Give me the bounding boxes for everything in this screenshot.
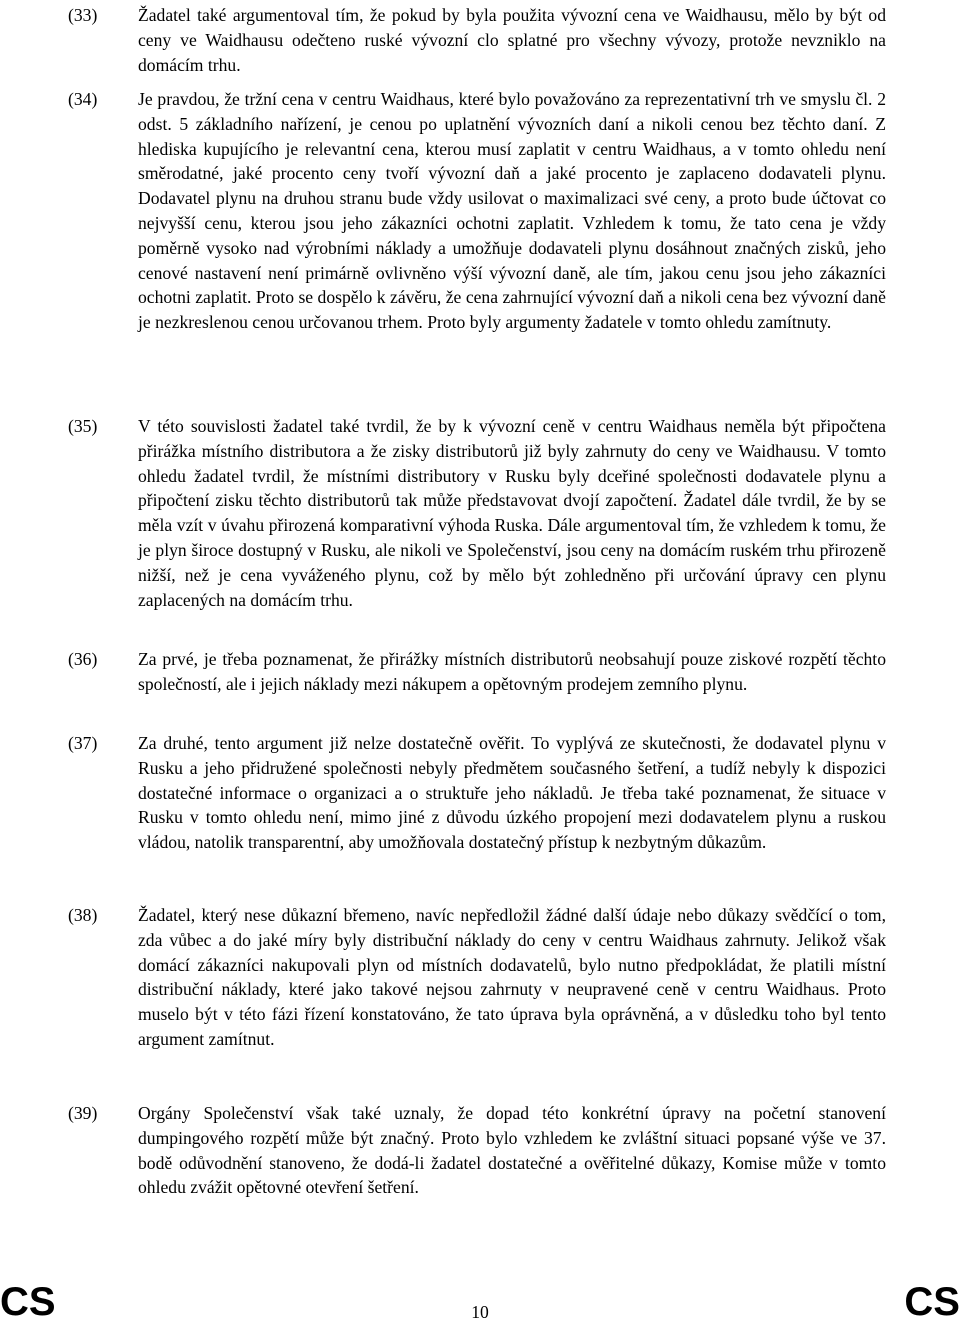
paragraph-text: Žadatel také argumentoval tím, že pokud by byla použita vývozní cena ve Waidhausu, mělo by být od ceny ve Waidhausu odečteno ruské vývozní clo splatné pro všechny vývozy, protože nevzniklo na domácím trhu.	[138, 5, 886, 75]
footer-language-code-left: CS	[0, 1280, 56, 1324]
paragraph-number: (34)	[68, 89, 98, 109]
paragraph-number: (33)	[68, 5, 98, 25]
paragraph-text: Orgány Společenství však také uznaly, že dopad této konkrétní úpravy na početní stanovení dumpingového rozpětí může být značný. Proto bylo vzhledem ke zvláštní situaci popsané výše ve 37. bodě odůvodnění stanoveno, že dodá-li žadatel dostatečné a ověřitelné důkazy, Komise může v tomto ohledu zvážit opětovné otevření šetření.	[138, 1103, 886, 1198]
paragraph-number: (35)	[68, 416, 98, 436]
paragraph-text: Za prvé, je třeba poznamenat, že přirážky místních distributorů neobsahují pouze ziskové rozpětí těchto společností, ale i jejich náklady mezi nákupem a opětovným prodejem zemního plynu.	[138, 649, 886, 694]
paragraph-number: (39)	[68, 1103, 98, 1123]
paragraph-text: Za druhé, tento argument již nelze dostatečně ověřit. To vyplývá ze skutečnosti, že dodavatel plynu v Rusku a jeho přidružené společnosti nebyly předmětem současného šetření, a tudíž nebyly k dispozici dostatečné informace o organizaci a o struktuře jeho nákladů. Je třeba také poznamenat, že situace v Rusku v tomto ohledu není, mimo jiné z důvodu úzkého propojení mezi dodavatelem plynu a ruskou vládou, natolik transparentní, aby umožňovala dostatečný přístup k nezbytným důkazům.	[138, 733, 886, 853]
paragraph-number: (37)	[68, 733, 98, 753]
paragraph-number: (36)	[68, 649, 98, 669]
page-number: 10	[471, 1302, 489, 1322]
paragraph-text: V této souvislosti žadatel také tvrdil, že by k vývozní ceně v centru Waidhaus neměla být připočtena přirážka místního distributora a že zisky distributorů již byly zahrnuty do ceny ve Waidhausu. V tomto ohledu žadatel tvrdil, že místními distributory v Rusku byly dceřiné společnosti dodavatele plynu a připočtení zisku těchto distributorů tak může představovat dvojí započtení. Žadatel dále tvrdil, že by se měla vzít v úvahu přirozená komparativní výhoda Ruska. Dále argumentoval tím, že vzhledem k tomu, že je plyn široce dostupný v Rusku, ale nikoli ve Společenství, jsou ceny na domácím ruském trhu přirozeně nižší, než je cena vyváženého plynu, což by mělo být zohledněno při určování úpravy cen plynu zaplacených na domácím trhu.	[138, 416, 886, 610]
paragraph-number: (38)	[68, 905, 98, 925]
footer-language-code-right: CS	[904, 1280, 960, 1324]
paragraph-text: Je pravdou, že tržní cena v centru Waidhaus, které bylo považováno za reprezentativní trh ve smyslu čl. 2 odst. 5 základního nařízení, je cenou po uplatnění vývozních daní a nikoli cenou bez těchto daní. Z hlediska kupujícího je relevantní cena, kterou musí zaplatit v centru Waidhaus, a v tomto ohledu není směrodatné, jaké procento ceny tvoří vývozní daň a jaké procento je zaplaceno dodavateli plynu. Dodavatel plynu na druhou stranu bude vždy usilovat o maximalizaci své ceny, a proto bude účtovat co nejvyšší cenu, kterou jsou jeho zákazníci ochotni zaplatit. Vzhledem k tomu, že tato cena je vždy poměrně vysoko nad výrobními náklady a umožňuje dodavateli plynu dosáhnout značných zisků, jeho cenové nastavení není primárně ovlivněno výší vývozní daně, ale tím, jakou cenu jsou jeho zákazníci ochotni zaplatit. Proto se dospělo k závěru, že cena zahrnující vývozní daň a nikoli cena bez vývozní daně je nezkreslenou cenou určovanou trhem. Proto byly argumenty žadatele v tomto ohledu zamítnuty.	[138, 89, 886, 333]
paragraph-text: Žadatel, který nese důkazní břemeno, navíc nepředložil žádné další údaje nebo důkazy svědčící o tom, zda vůbec a do jaké míry byly distribuční náklady do ceny v centru Waidhaus zahrnuty. Jelikož však domácí zákazníci nakupovali plyn od místních dodavatelů, bylo nutno předpokládat, že platili místní distribuční náklady, které jako takové nejsou zahrnuty v neupravené ceně v centru Waidhaus. Proto muselo být v této fázi řízení konstatováno, že tato úprava byla oprávněná, a v důsledku toho byl tento argument zamítnut.	[138, 905, 886, 1049]
